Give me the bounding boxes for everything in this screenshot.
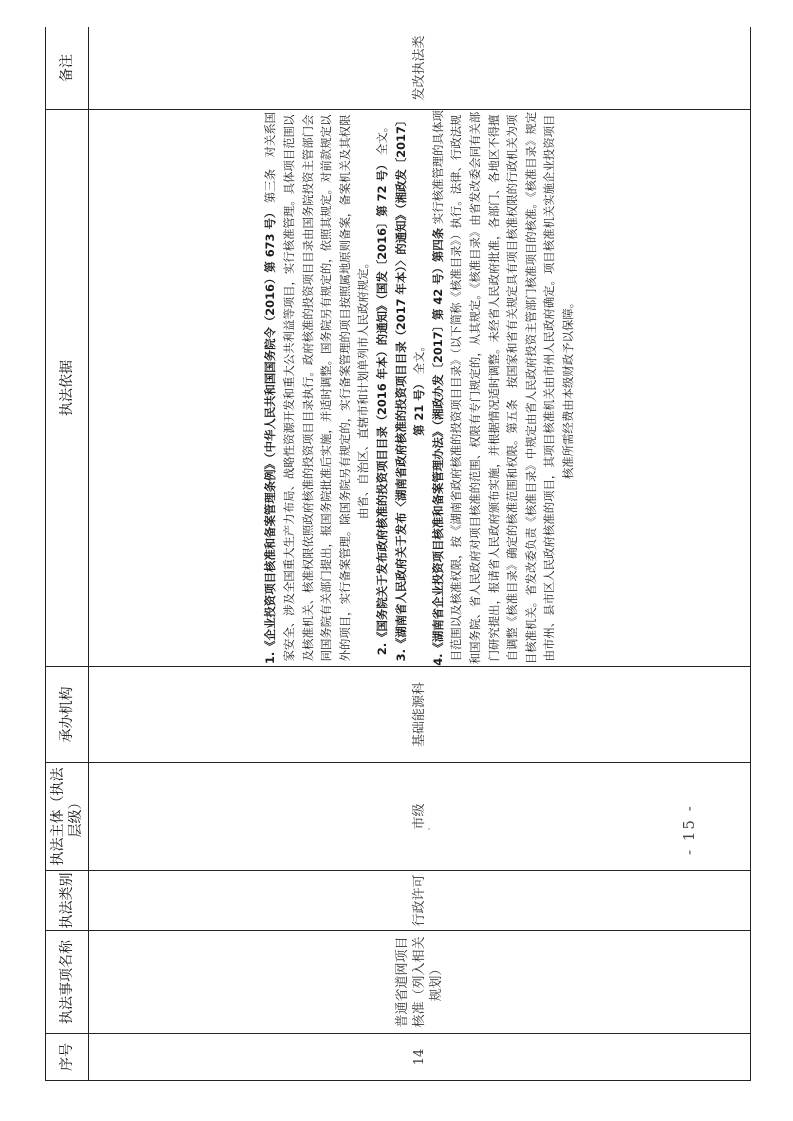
row-seq: 14 (89, 1034, 751, 1081)
basis-clause-1 (261, 110, 373, 666)
basis-clause-3-title: 3.《湖南省人民政府关于发布〈湖南省政府核准的投资项目目录（2017 年本）〉的通知》（湘政发〔2017〕第 21 号） (393, 114, 427, 662)
row-subject: 市级 (89, 763, 751, 871)
basis-clause-3-text: 全文。 (412, 340, 427, 375)
basis-clause-4 (429, 110, 578, 666)
basis-clause-4-text: 实行核准管理的具体项目范围以及核准权限，按《湖南省政府核准的投资项目目录》（以下简称《核准目录》）执行。法律、行政法规和国务院、省人民政府对项目核准的范围、权限有专门规定的，从其规定。《核准目录》由省发改委会同有关部门研究提出，报请省人民政府颁布实施，并根据情况适时调整。未经省人民政府批准，各部门、各地区不得擅自调整《核准目录》确定的核准范围和权限。第五条 按国家和省有关规定具有项目核准权限的行政机关为项目核准机关。省发改委负责《核准目录》中规定由省人民政府投资主管部门核准项目的核准。《核准目录》规定由市州、县市区人民政府核准的项目，其项目核准机关由市州人民政府确定。项目核准机关实施企业投资项目核准所需经费由本级财政予以保障。 (430, 110, 575, 665)
header-item-name: 执法事项名称 (46, 931, 89, 1034)
basis-clause-2-title: 2.《国务院关于发布政府核准的投资项目目录（2016 年本）的通知》（国发〔2016〕第 72 号） (375, 158, 390, 656)
table-row (89, 27, 751, 1081)
header-category: 执法类别 (46, 871, 89, 931)
row-item-name: 普通省道网项目核准（列入相关规划） (89, 931, 751, 1034)
law-enforcement-table (45, 27, 751, 1081)
basis-clause-1-title: 1.《企业投资项目核准和备案管理条例》（中华人民共和国国务院令（2016）第 673 号） (263, 206, 278, 665)
row-basis (89, 110, 751, 667)
basis-clause-4-title: 4.《湖南省企业投资项目核准和备案管理办法》（湘政办发〔2017〕第 42 号）第四条 (430, 227, 445, 666)
header-subject: 执法主体（执法层级） (46, 763, 89, 871)
header-remark: 备注 (46, 27, 89, 110)
basis-clause-1-text: 第三条 对关系国家安全、涉及全国重大生产力布局、战略性资源开发和重大公共利益等项目，实行核准管理。具体项目范围以及核准机关、核准权限依照政府核准的投资项目目录执行。政府核准的投资项目目录由国务院投资主管部门会同国务院有关部门提出，报国务院批准后实施，并适时调整。国务院另有规定的，依照其规定。对前款规定以外的项目，实行备案管理。除国务院另有规定的，实行备案管理的项目按照属地原则备案，备案机关及其权限由省、自治区、直辖市和计划单列市人民政府规定。 (263, 112, 371, 662)
header-organ: 承办机构 (46, 667, 89, 763)
page-number: - 15 - (680, 804, 698, 855)
row-category: 行政许可 (89, 871, 751, 931)
scan-speck (428, 828, 430, 830)
header-basis: 执法依据 (46, 110, 89, 667)
rotated-table-region (45, 27, 751, 1081)
row-remark: 发改执法类 (89, 27, 751, 110)
table-header-row (46, 27, 89, 1081)
row-organ: 基础能源科 (89, 667, 751, 763)
landscape-table-wrapper (45, 27, 751, 1081)
basis-clause-2-text: 全文。 (375, 120, 390, 156)
basis-clause-2 (373, 110, 392, 666)
basis-clause-3 (392, 110, 429, 666)
header-seq: 序号 (46, 1034, 89, 1081)
